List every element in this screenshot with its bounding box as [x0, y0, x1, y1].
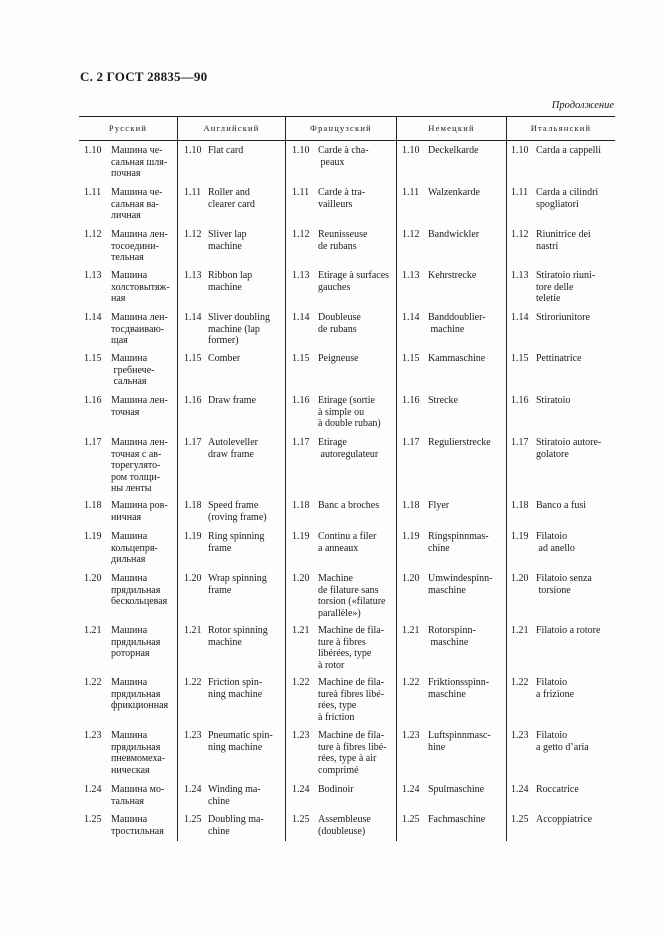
term-number: 1.24: [511, 784, 529, 795]
russian-term: Машина прядильная пневмомеха- ническая: [111, 730, 166, 776]
term-number: 1.18: [84, 500, 102, 511]
italian-term: Riunitrice dei nastri: [536, 229, 591, 252]
term-number: 1.24: [184, 784, 202, 795]
term-number: 1.20: [84, 573, 102, 584]
term-number: 1.21: [292, 625, 310, 636]
term-number: 1.16: [84, 395, 102, 406]
column-header-english: Английский: [203, 123, 260, 133]
term-number: 1.24: [84, 784, 102, 795]
term-number: 1.11: [511, 187, 529, 198]
italian-term: Pettinatrice: [536, 353, 582, 364]
column-header-french: Французский: [310, 123, 372, 133]
german-term: Kammaschine: [428, 353, 486, 364]
russian-term: Машина че- сальная ва- личная: [111, 187, 163, 222]
russian-term: Машина лен- тосдваиваю- щая: [111, 312, 168, 347]
term-number: 1.14: [402, 312, 420, 323]
english-term: Doubling ma- chine: [208, 814, 264, 837]
english-term: Draw frame: [208, 395, 257, 406]
german-term: Kehrstrecke: [428, 270, 477, 281]
term-number: 1.21: [511, 625, 529, 636]
term-number: 1.18: [511, 500, 529, 511]
term-number: 1.15: [184, 353, 202, 364]
french-term: Peigneuse: [318, 353, 359, 364]
term-number: 1.12: [292, 229, 310, 240]
term-number: 1.20: [292, 573, 310, 584]
term-number: 1.17: [292, 437, 310, 448]
term-number: 1.15: [292, 353, 310, 364]
german-term: Walzenkarde: [428, 187, 480, 198]
english-term: Autoleveller draw frame: [208, 437, 258, 460]
term-number: 1.18: [292, 500, 310, 511]
english-term: Speed frame (roving frame): [208, 500, 267, 523]
english-term: Sliver lap machine: [208, 229, 247, 252]
italian-term: Stiroriunitore: [536, 312, 590, 323]
term-number: 1.12: [511, 229, 529, 240]
german-term: Regulierstrecke: [428, 437, 491, 448]
term-number: 1.22: [184, 677, 202, 688]
russian-term: Машина мо- тальная: [111, 784, 165, 807]
term-number: 1.12: [84, 229, 102, 240]
german-term: Rotorspinn- maschine: [428, 625, 476, 648]
column-divider: [177, 116, 178, 841]
term-number: 1.13: [84, 270, 102, 281]
italian-term: Carda a cilindri spogliatori: [536, 187, 599, 210]
term-number: 1.21: [402, 625, 420, 636]
french-term: Machine de fila- tureà fibres libé- rées, type à friction: [318, 677, 385, 723]
english-term: Comber: [208, 353, 241, 364]
french-term: Doubleuse de rubans: [318, 312, 361, 335]
english-term: Pneumatic spin- ning machine: [208, 730, 273, 753]
term-number: 1.14: [84, 312, 102, 323]
italian-term: Filatoio ad anello: [536, 531, 575, 554]
table-header-rule: [79, 140, 615, 141]
french-term: Banc a broches: [318, 500, 380, 511]
french-term: Etirage autoregulateur: [318, 437, 379, 460]
term-number: 1.10: [292, 145, 310, 156]
french-term: Machine de filature sans torsion («filature parallèle»): [318, 573, 386, 619]
term-number: 1.15: [511, 353, 529, 364]
russian-term: Машина прядильная бескольцевая: [111, 573, 168, 608]
term-number: 1.25: [84, 814, 102, 825]
page-header: С. 2 ГОСТ 28835—90: [80, 69, 208, 84]
russian-term: Машина лен- точная с ав- торегулято- ром толщи- ны ленты: [111, 437, 168, 495]
term-number: 1.23: [511, 730, 529, 741]
term-number: 1.14: [184, 312, 202, 323]
russian-term: Машина гребнече- сальная: [111, 353, 155, 388]
term-number: 1.20: [402, 573, 420, 584]
french-term: Machine de fila- ture à fibres libérées, type à rotor: [318, 625, 385, 671]
russian-term: Машина прядильная фрикционная: [111, 677, 169, 712]
french-term: Reunisseuse de rubans: [318, 229, 368, 252]
german-term: Deckelkarde: [428, 145, 479, 156]
english-term: Ring spinning frame: [208, 531, 265, 554]
term-number: 1.10: [511, 145, 529, 156]
english-term: Roller and clearer card: [208, 187, 255, 210]
term-number: 1.11: [184, 187, 202, 198]
term-number: 1.15: [84, 353, 102, 364]
term-number: 1.12: [184, 229, 202, 240]
german-term: Banddoublier- machine: [428, 312, 486, 335]
term-number: 1.16: [402, 395, 420, 406]
english-term: Ribbon lap machine: [208, 270, 253, 293]
term-number: 1.19: [292, 531, 310, 542]
english-term: Rotor spinning machine: [208, 625, 268, 648]
term-number: 1.17: [84, 437, 102, 448]
german-term: Fachmaschine: [428, 814, 486, 825]
term-number: 1.13: [292, 270, 310, 281]
russian-term: Машина че- сальная шля- почная: [111, 145, 168, 180]
german-term: Flyer: [428, 500, 450, 511]
term-number: 1.13: [184, 270, 202, 281]
continuation-label: Продолжение: [551, 100, 614, 111]
term-number: 1.10: [184, 145, 202, 156]
term-number: 1.22: [84, 677, 102, 688]
italian-term: Filatoio senza torsione: [536, 573, 592, 596]
russian-term: Машина холстовытяж- ная: [111, 270, 170, 305]
french-term: Machine de fila- ture à fibres libé- rées, type à air comprimé: [318, 730, 387, 776]
term-number: 1.18: [184, 500, 202, 511]
column-divider: [285, 116, 286, 841]
french-term: Carde à tra- vailleurs: [318, 187, 366, 210]
french-term: Assembleuse (doubleuse): [318, 814, 371, 837]
term-number: 1.20: [511, 573, 529, 584]
italian-term: Stiratoio riuni- tore delle teletie: [536, 270, 596, 305]
russian-term: Машина тростильная: [111, 814, 164, 837]
italian-term: Carda a cappelli: [536, 145, 601, 156]
term-number: 1.13: [511, 270, 529, 281]
term-number: 1.23: [402, 730, 420, 741]
english-term: Wrap spinning frame: [208, 573, 267, 596]
term-number: 1.12: [402, 229, 420, 240]
german-term: Umwindespinn- maschine: [428, 573, 493, 596]
german-term: Luftspinnmasc- hine: [428, 730, 491, 753]
term-number: 1.24: [292, 784, 310, 795]
italian-term: Stiratoio: [536, 395, 571, 406]
italian-term: Accoppiatrice: [536, 814, 593, 825]
french-term: Carde à cha- peaux: [318, 145, 369, 168]
italian-term: Filatoio a frizione: [536, 677, 575, 700]
term-number: 1.17: [511, 437, 529, 448]
column-header-italian: Итальянский: [530, 123, 592, 133]
term-number: 1.14: [292, 312, 310, 323]
column-header-russian: Русский: [108, 123, 148, 133]
german-term: Strecke: [428, 395, 458, 406]
term-number: 1.19: [402, 531, 420, 542]
russian-term: Машина ров- ничная: [111, 500, 168, 523]
english-term: Winding ma- chine: [208, 784, 261, 807]
russian-term: Машина прядильная роторная: [111, 625, 161, 660]
term-number: 1.15: [402, 353, 420, 364]
italian-term: Filatoio a getto d’aria: [536, 730, 589, 753]
russian-term: Машина лен- тосоедини- тельная: [111, 229, 168, 264]
german-term: Friktionsspinn- maschine: [428, 677, 490, 700]
term-number: 1.25: [511, 814, 529, 825]
term-number: 1.13: [402, 270, 420, 281]
french-term: Bodinoir: [318, 784, 354, 795]
term-number: 1.23: [292, 730, 310, 741]
italian-term: Stiratoio autore- golatore: [536, 437, 602, 460]
term-number: 1.21: [184, 625, 202, 636]
term-number: 1.25: [184, 814, 202, 825]
column-divider: [396, 116, 397, 841]
french-term: Etirage (sortie à simple ou à double ruban): [318, 395, 381, 430]
english-term: Sliver doubling machine (lap former): [208, 312, 270, 347]
term-number: 1.22: [402, 677, 420, 688]
term-number: 1.17: [402, 437, 420, 448]
term-number: 1.19: [511, 531, 529, 542]
russian-term: Машина кольцепря- дильная: [111, 531, 158, 566]
term-number: 1.11: [84, 187, 102, 198]
term-number: 1.11: [402, 187, 420, 198]
italian-term: Roccatrice: [536, 784, 579, 795]
english-term: Flat card: [208, 145, 244, 156]
term-number: 1.23: [84, 730, 102, 741]
russian-term: Машина лен- точная: [111, 395, 168, 418]
german-term: Ringspinnmas- chine: [428, 531, 489, 554]
italian-term: Banco a fusi: [536, 500, 586, 511]
french-term: Continu a filer a anneaux: [318, 531, 377, 554]
german-term: Spulmaschine: [428, 784, 485, 795]
term-number: 1.20: [184, 573, 202, 584]
term-number: 1.17: [184, 437, 202, 448]
term-number: 1.23: [184, 730, 202, 741]
term-number: 1.25: [292, 814, 310, 825]
term-number: 1.10: [84, 145, 102, 156]
term-number: 1.24: [402, 784, 420, 795]
term-number: 1.19: [184, 531, 202, 542]
column-header-german: Немецкий: [428, 123, 475, 133]
term-number: 1.25: [402, 814, 420, 825]
french-term: Etirage à surfaces gauches: [318, 270, 390, 293]
german-term: Bandwickler: [428, 229, 480, 240]
italian-term: Filatoio a rotore: [536, 625, 601, 636]
term-number: 1.16: [511, 395, 529, 406]
term-number: 1.16: [292, 395, 310, 406]
term-number: 1.16: [184, 395, 202, 406]
term-number: 1.19: [84, 531, 102, 542]
term-number: 1.11: [292, 187, 310, 198]
term-number: 1.14: [511, 312, 529, 323]
term-number: 1.10: [402, 145, 420, 156]
column-divider: [506, 116, 507, 841]
term-number: 1.21: [84, 625, 102, 636]
term-number: 1.18: [402, 500, 420, 511]
term-number: 1.22: [292, 677, 310, 688]
term-number: 1.22: [511, 677, 529, 688]
english-term: Friction spin- ning machine: [208, 677, 263, 700]
